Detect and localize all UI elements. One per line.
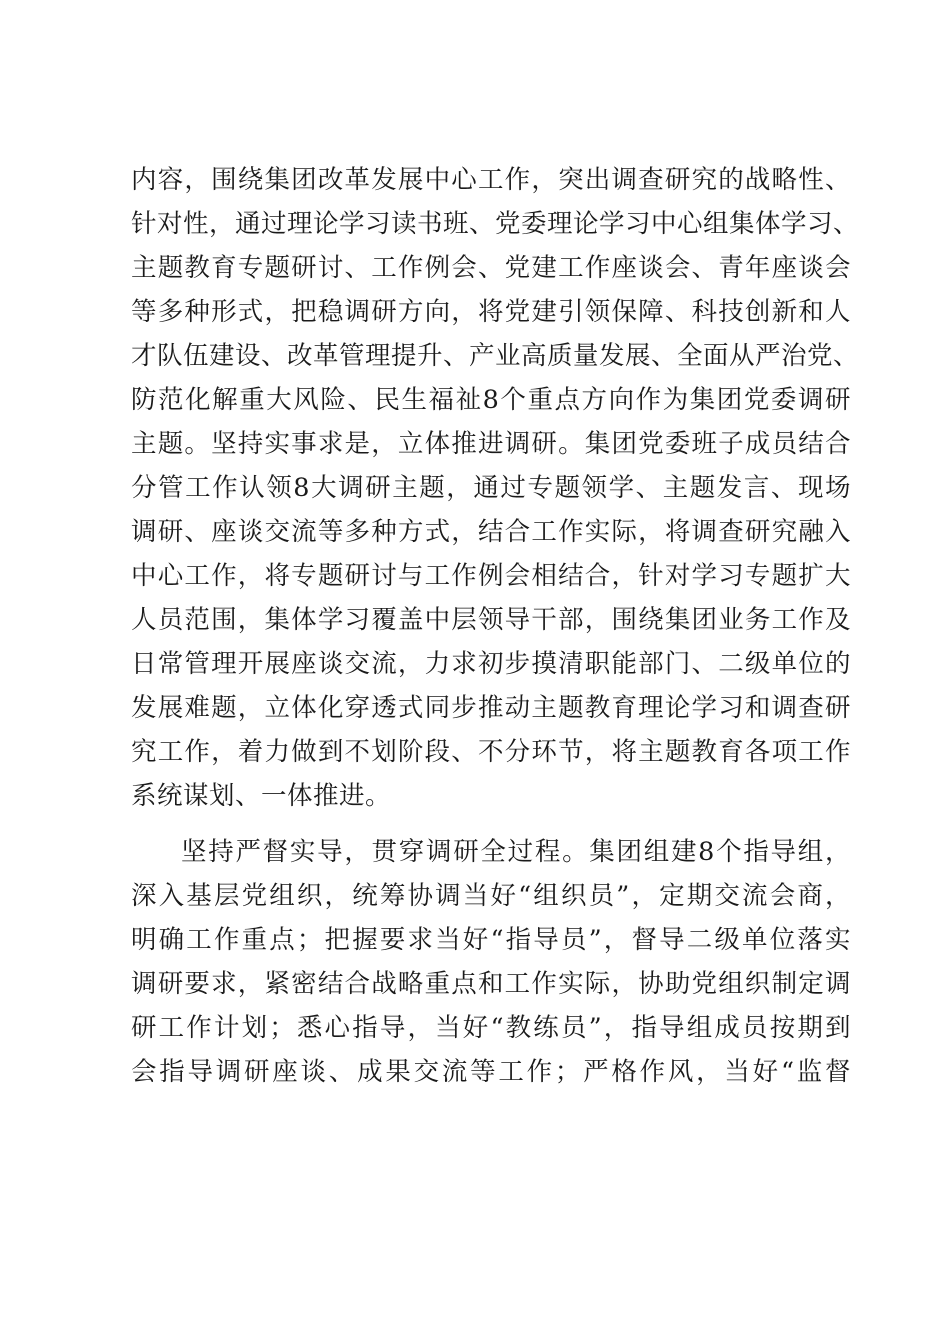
text-line: 研工作计划；悉心指导，当好“教练员”，指导组成员按期到 <box>131 1013 851 1043</box>
text-line: 中心工作，将专题研讨与工作例会相结合，针对学习专题扩大 <box>131 561 851 591</box>
text-line: 系统谋划、一体推进。 <box>131 781 392 811</box>
text-line: 分管工作认领8大调研主题，通过专题领学、主题发言、现场 <box>131 473 851 503</box>
text-line: 会指导调研座谈、成果交流等工作；严格作风，当好“监督 <box>131 1057 851 1087</box>
text-line: 内容，围绕集团改革发展中心工作，突出调查研究的战略性、 <box>131 165 851 195</box>
text-line: 究工作，着力做到不划阶段、不分环节，将主题教育各项工作 <box>131 737 851 767</box>
text-line: 日常管理开展座谈交流，力求初步摸清职能部门、二级单位的 <box>131 649 851 679</box>
text-line: 人员范围，集体学习覆盖中层领导干部，围绕集团业务工作及 <box>131 605 851 635</box>
text-line: 等多种形式，把稳调研方向，将党建引领保障、科技创新和人 <box>131 297 851 327</box>
text-line: 深入基层党组织，统筹协调当好“组织员”，定期交流会商， <box>131 881 851 911</box>
text-line: 才队伍建设、改革管理提升、产业高质量发展、全面从严治党、 <box>131 341 860 371</box>
text-line: 防范化解重大风险、民生福祉8个重点方向作为集团党委调研 <box>131 385 851 415</box>
text-line: 调研要求，紧密结合战略重点和工作实际，协助党组织制定调 <box>131 969 851 999</box>
text-line: 主题教育专题研讨、工作例会、党建工作座谈会、青年座谈会 <box>131 253 851 283</box>
text-line: 明确工作重点；把握要求当好“指导员”，督导二级单位落实 <box>131 925 851 955</box>
paragraph-first-line: 坚持严督实导，贯穿调研全过程。集团组建8个指导组， <box>181 837 851 867</box>
text-line: 针对性，通过理论学习读书班、党委理论学习中心组集体学习、 <box>131 209 860 239</box>
text-line: 调研、座谈交流等多种方式，结合工作实际，将调查研究融入 <box>131 517 851 547</box>
text-line: 发展难题，立体化穿透式同步推动主题教育理论学习和调查研 <box>131 693 851 723</box>
text-line: 主题。坚持实事求是，立体推进调研。集团党委班子成员结合 <box>131 429 851 459</box>
